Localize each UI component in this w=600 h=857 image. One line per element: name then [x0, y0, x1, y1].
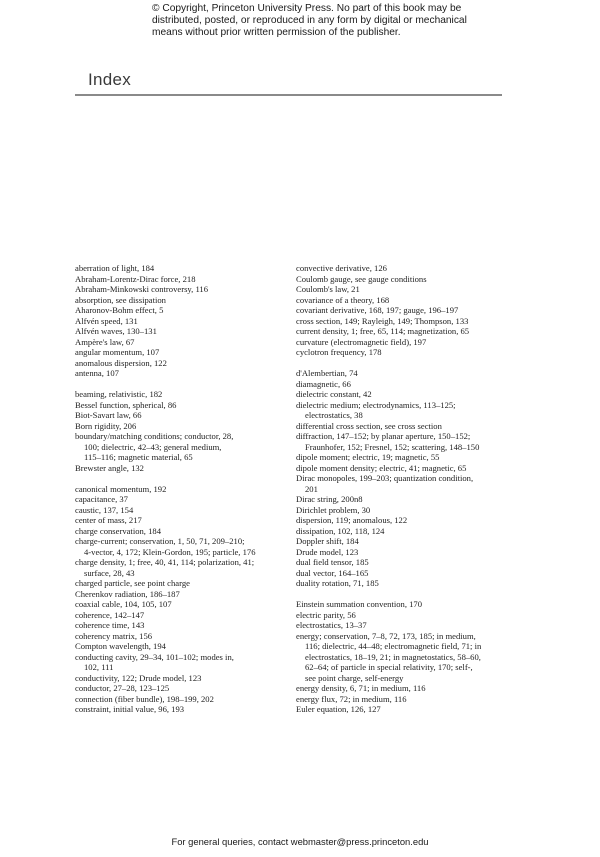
index-entry: electric parity, 56: [296, 609, 356, 620]
index-entry: Dirac string, 200n8: [296, 494, 363, 504]
index-entry: Euler equation, 126, 127: [296, 704, 381, 714]
index-entry: electrostatics, 38: [305, 410, 363, 420]
index-entry: energy; conservation, 7–8, 72, 173, 185; in medium,: [296, 630, 476, 641]
index-column-right: [296, 263, 508, 715]
index-entry: dissipation, 102, 118, 124: [296, 525, 385, 536]
index-entry: conductor, 27–28, 123–125: [75, 683, 170, 693]
index-entry: conducting cavity, 29–34, 101–102; modes in,: [75, 651, 234, 662]
index-entry: Bessel function, spherical, 86: [75, 399, 177, 410]
index-entry: Fraunhofer, 152; Fresnel, 152; scattering, 148–150: [305, 441, 480, 452]
index-entry: convective derivative, 126: [296, 263, 387, 273]
index-entry: Ampère's law, 67: [75, 336, 135, 347]
group-spacer: [75, 379, 287, 390]
footer-contact: For general queries, contact webmaster@press.princeton.edu: [171, 836, 429, 847]
index-entry: dielectric constant, 42: [296, 389, 372, 399]
index-entry: charge density, 1; free, 40, 41, 114; polarization, 41;: [75, 557, 255, 567]
index-entry: absorption, see dissipation: [75, 294, 166, 305]
index-entry: dipole moment; electric, 19; magnetic, 55: [296, 452, 440, 462]
index-entry: Drude model, 123: [296, 546, 359, 557]
index-entry: conductivity, 122; Drude model, 123: [75, 672, 202, 683]
index-entry: Dirac monopoles, 199–203; quantization condition,: [296, 473, 474, 483]
index-entry: diffraction, 147–152; by planar aperture, 150–152;: [296, 431, 471, 441]
index-entry: coherency matrix, 156: [75, 630, 153, 641]
copyright-notice: [152, 3, 472, 39]
index-entry: Compton wavelength, 194: [75, 641, 166, 651]
copyright-line: distributed, posted, or reproduced in any form by digital or mechanical: [152, 15, 467, 26]
index-entry: constraint, initial value, 96, 193: [75, 704, 185, 714]
index-entry: electrostatics, 13–37: [296, 620, 367, 630]
index-entry: cross section, 149; Rayleigh, 149; Thompson, 133: [296, 315, 469, 326]
index-entry: 201: [305, 483, 318, 494]
index-entry: Aharonov-Bohm effect, 5: [75, 305, 164, 315]
index-entry: Biot-Savart law, 66: [75, 410, 142, 420]
index-entry: electrostatics, 18–19, 21; in magnetostatics, 58–60,: [305, 651, 481, 662]
index-entry: Coulomb gauge, see gauge conditions: [296, 273, 427, 284]
index-entry: 100; dielectric, 42–43; general medium,: [84, 441, 222, 452]
index-entry: dual field tensor, 185: [296, 557, 369, 567]
index-entry: Alfvén speed, 131: [75, 315, 138, 326]
index-entry: 102, 111: [84, 662, 114, 672]
index-entry: connection (fiber bundle), 198–199, 202: [75, 693, 214, 704]
index-entry: charged particle, see point charge: [75, 578, 190, 588]
index-entry: Born rigidity, 206: [75, 420, 137, 431]
index-entry: charge-current; conservation, 1, 50, 71, 209–210;: [75, 536, 245, 546]
index-entry: dispersion, 119; anomalous, 122: [296, 515, 408, 525]
index-entry: Coulomb's law, 21: [296, 284, 360, 294]
index-entry: energy density, 6, 71; in medium, 116: [296, 683, 426, 693]
index-entry: 4-vector, 4, 172; Klein-Gordon, 195; particle, 176: [84, 546, 256, 557]
group-spacer: [75, 473, 287, 484]
index-entry: cyclotron frequency, 178: [296, 347, 382, 357]
index-entry: coherence time, 143: [75, 620, 145, 630]
index-entry: capacitance, 37: [75, 494, 128, 504]
index-entry: canonical momentum, 192: [75, 483, 167, 494]
index-entry: center of mass, 217: [75, 515, 142, 525]
index-entry: d'Alembertian, 74: [296, 368, 358, 378]
index-entry: Dirichlet problem, 30: [296, 504, 371, 515]
index-entry: covariant derivative, 168, 197; gauge, 196–197: [296, 305, 459, 315]
index-entry: curvature (electromagnetic field), 197: [296, 336, 427, 347]
index-column-left: [75, 263, 287, 715]
index-entry: energy flux, 72; in medium, 116: [296, 693, 407, 704]
index-entry: diamagnetic, 66: [296, 378, 351, 389]
index-entry: Alfvén waves, 130–131: [75, 326, 157, 336]
index-entry: caustic, 137, 154: [75, 504, 134, 515]
copyright-line: means without prior written permission of the publisher.: [152, 27, 401, 38]
index-entry: coaxial cable, 104, 105, 107: [75, 599, 172, 609]
group-spacer: [296, 358, 508, 369]
index-entry: current density, 1; free, 65, 114; magnetization, 65: [296, 326, 470, 336]
index-entry: dipole moment density; electric, 41; magnetic, 65: [296, 462, 467, 473]
page-title: Index: [88, 70, 132, 89]
index-entry: aberration of light, 184: [75, 263, 155, 273]
index-entry: covariance of a theory, 168: [296, 294, 390, 305]
index-entry: charge conservation, 184: [75, 525, 161, 536]
index-entry: 62–64; of particle in special relativity, 170; self-,: [305, 662, 473, 672]
index-entry: Abraham-Minkowski controversy, 116: [75, 284, 209, 294]
index-entry: anomalous dispersion, 122: [75, 357, 167, 368]
index-entry: differential cross section, see cross section: [296, 420, 442, 431]
index-entry: Brewster angle, 132: [75, 462, 144, 473]
index-entry: Doppler shift, 184: [296, 536, 359, 546]
index-entry: Abraham-Lorentz-Dirac force, 218: [75, 273, 196, 284]
index-entry: duality rotation, 71, 185: [296, 578, 379, 588]
index-entry: coherence, 142–147: [75, 609, 145, 620]
group-spacer: [296, 589, 508, 600]
index-entry: antenna, 107: [75, 368, 119, 378]
index-entry: Cherenkov radiation, 186–187: [75, 588, 180, 599]
title-divider: [75, 94, 502, 96]
index-entry: surface, 28, 43: [84, 567, 135, 578]
index-entry: beaming, relativistic, 182: [75, 389, 163, 399]
index-entry: 116; dielectric, 44–48; electromagnetic field, 71; in: [305, 641, 482, 651]
index-entry: dual vector, 164–165: [296, 567, 369, 578]
index-entry: see point charge, self-energy: [305, 672, 404, 683]
copyright-line: © Copyright, Princeton University Press. No part of this book may be: [152, 3, 462, 14]
index-entry: 115–116; magnetic material, 65: [84, 452, 193, 462]
index-entry: Einstein summation convention, 170: [296, 599, 423, 609]
index-entry: angular momentum, 107: [75, 347, 160, 357]
index-entry: dielectric medium; electrodynamics, 113–125;: [296, 399, 456, 410]
index-entry: boundary/matching conditions; conductor, 28,: [75, 431, 234, 441]
